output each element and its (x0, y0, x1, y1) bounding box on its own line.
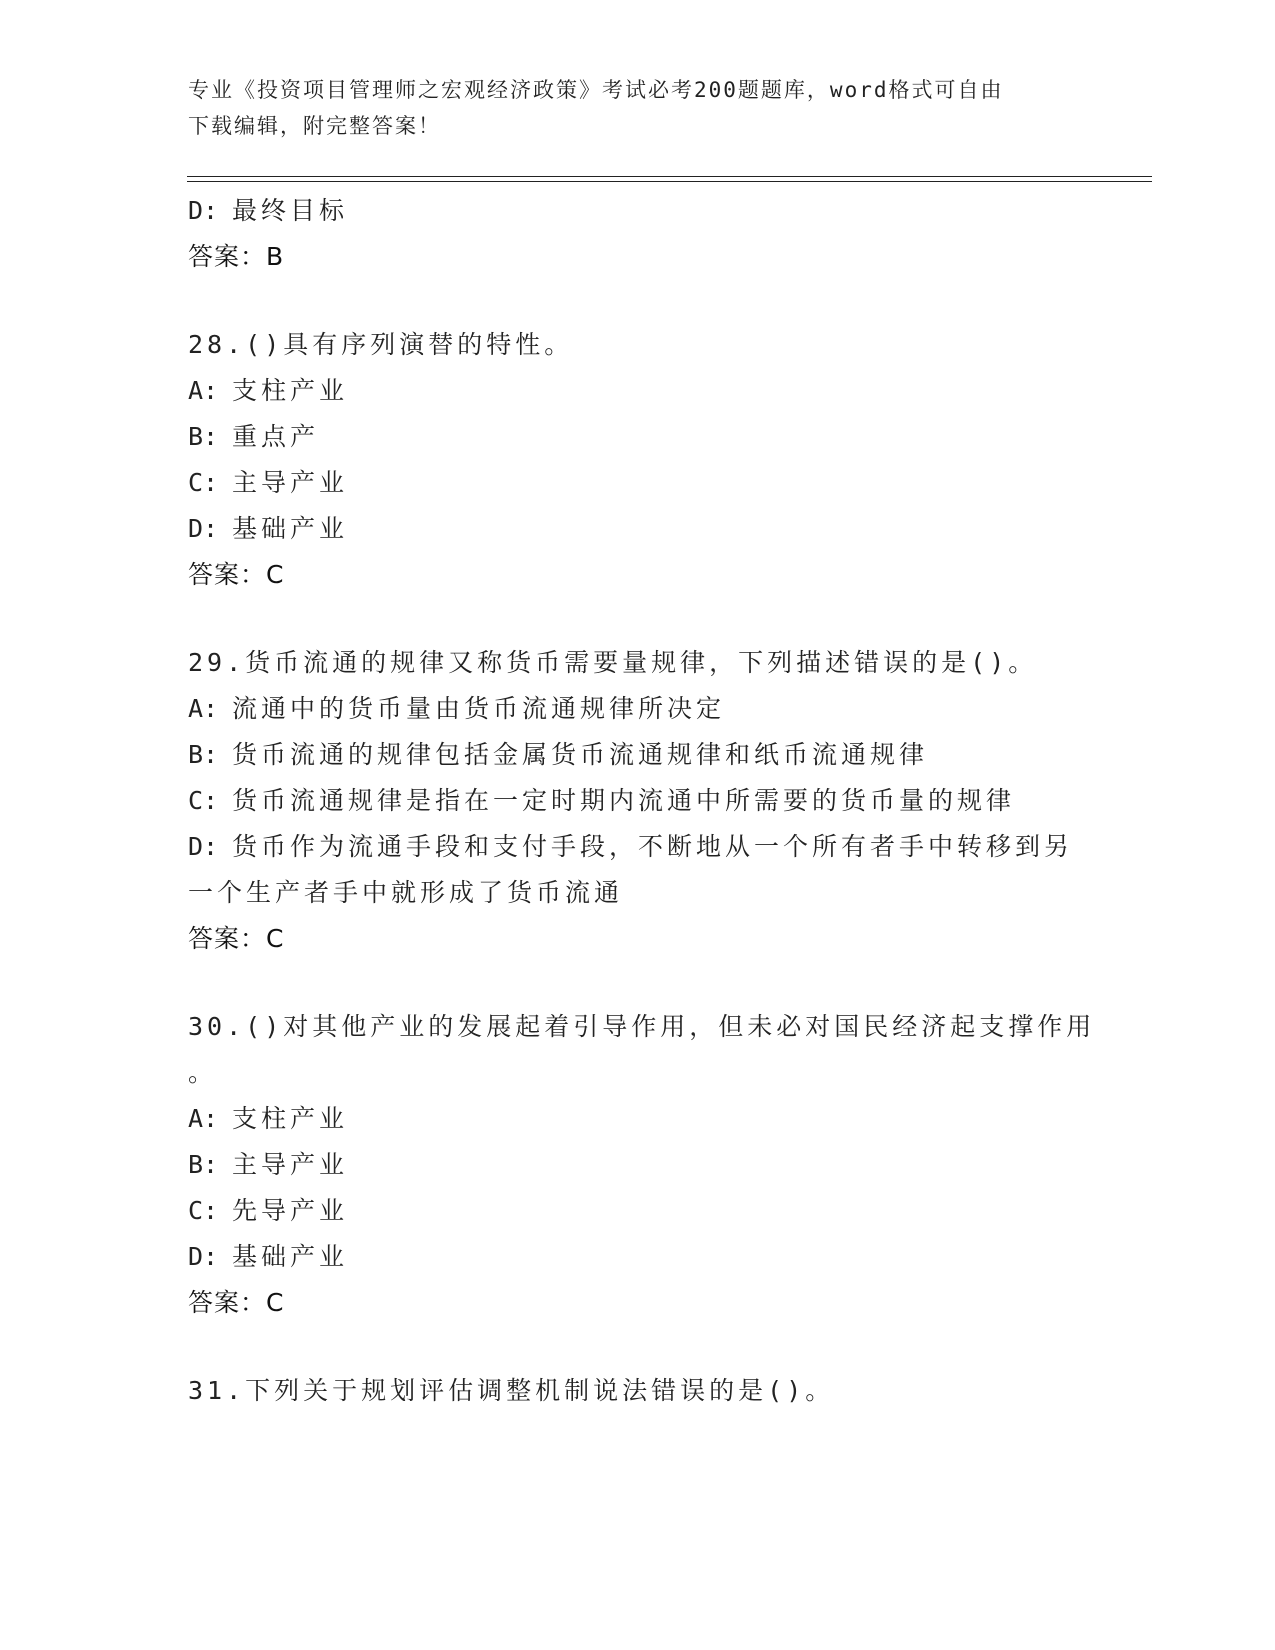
answer-line: 答案：C (188, 560, 285, 589)
option-label: B: (188, 740, 219, 769)
question-stem: 29.货币流通的规律又称货币需要量规律，下列描述错误的是()。 (188, 648, 1038, 677)
option-label: B: (188, 1150, 219, 1179)
option-label: B: (188, 422, 219, 451)
question-stem-continuation: 。 (188, 1058, 218, 1087)
option-text: 基础产业 (232, 1242, 349, 1271)
option-d (188, 1234, 1088, 1280)
option-c (188, 1188, 1088, 1234)
option-text: 重点产 (232, 422, 320, 451)
header-line-2: 下载编辑，附完整答案！ (188, 114, 441, 138)
question-31 (188, 1368, 1088, 1414)
question-stem: 30.()对其他产业的发展起着引导作用，但未必对国民经济起支撑作用 (188, 1012, 1096, 1041)
option-label: A: (188, 694, 219, 723)
option-text: 主导产业 (232, 1150, 349, 1179)
option-b (188, 732, 1088, 778)
question-28 (188, 322, 1088, 598)
option-text: 先导产业 (232, 1196, 349, 1225)
option-text: 支柱产业 (232, 376, 349, 405)
spacer (188, 280, 1088, 322)
option-label: A: (188, 1104, 219, 1133)
answer-line: 答案：C (188, 924, 285, 953)
option-a (188, 368, 1088, 414)
option-text: 支柱产业 (232, 1104, 349, 1133)
document-header (188, 72, 1068, 144)
option-label: D: (188, 196, 219, 225)
option-label: C: (188, 786, 219, 815)
answer-line: 答案：B (188, 242, 285, 271)
option-a (188, 686, 1088, 732)
option-d (188, 824, 1088, 870)
option-text: 货币作为流通手段和支付手段，不断地从一个所有者手中转移到另 (232, 832, 1074, 861)
spacer (188, 1326, 1088, 1368)
option-label: D: (188, 514, 219, 543)
question-list (188, 188, 1096, 1414)
question-30 (188, 1004, 1096, 1326)
header-double-rule (187, 176, 1152, 182)
option-b (188, 1142, 1088, 1188)
option-label: D: (188, 1242, 219, 1271)
header-line-1: 专业《投资项目管理师之宏观经济政策》考试必考200题题库，word格式可自由 (188, 78, 1004, 102)
question-stem: 31.下列关于规划评估调整机制说法错误的是()。 (188, 1376, 835, 1405)
option-d (188, 506, 1088, 552)
option-c (188, 778, 1088, 824)
option-text: 基础产业 (232, 514, 349, 543)
option-d (188, 188, 1088, 234)
option-a (188, 1096, 1088, 1142)
question-stem: 28.()具有序列演替的特性。 (188, 330, 574, 359)
spacer (188, 598, 1088, 640)
option-label: A: (188, 376, 219, 405)
option-label: D: (188, 832, 219, 861)
option-d-continuation: 一个生产者手中就形成了货币流通 (188, 878, 624, 907)
option-c (188, 460, 1088, 506)
option-text: 流通中的货币量由货币流通规律所决定 (232, 694, 726, 723)
option-text: 主导产业 (232, 468, 349, 497)
question-27-tail (188, 188, 1088, 280)
option-text: 最终目标 (232, 196, 349, 225)
option-label: C: (188, 468, 219, 497)
option-text: 货币流通规律是指在一定时期内流通中所需要的货币量的规律 (232, 786, 1016, 815)
spacer (188, 962, 1088, 1004)
option-b (188, 414, 1088, 460)
option-label: C: (188, 1196, 219, 1225)
question-29 (188, 640, 1088, 962)
answer-line: 答案：C (188, 1288, 285, 1317)
option-text: 货币流通的规律包括金属货币流通规律和纸币流通规律 (232, 740, 929, 769)
